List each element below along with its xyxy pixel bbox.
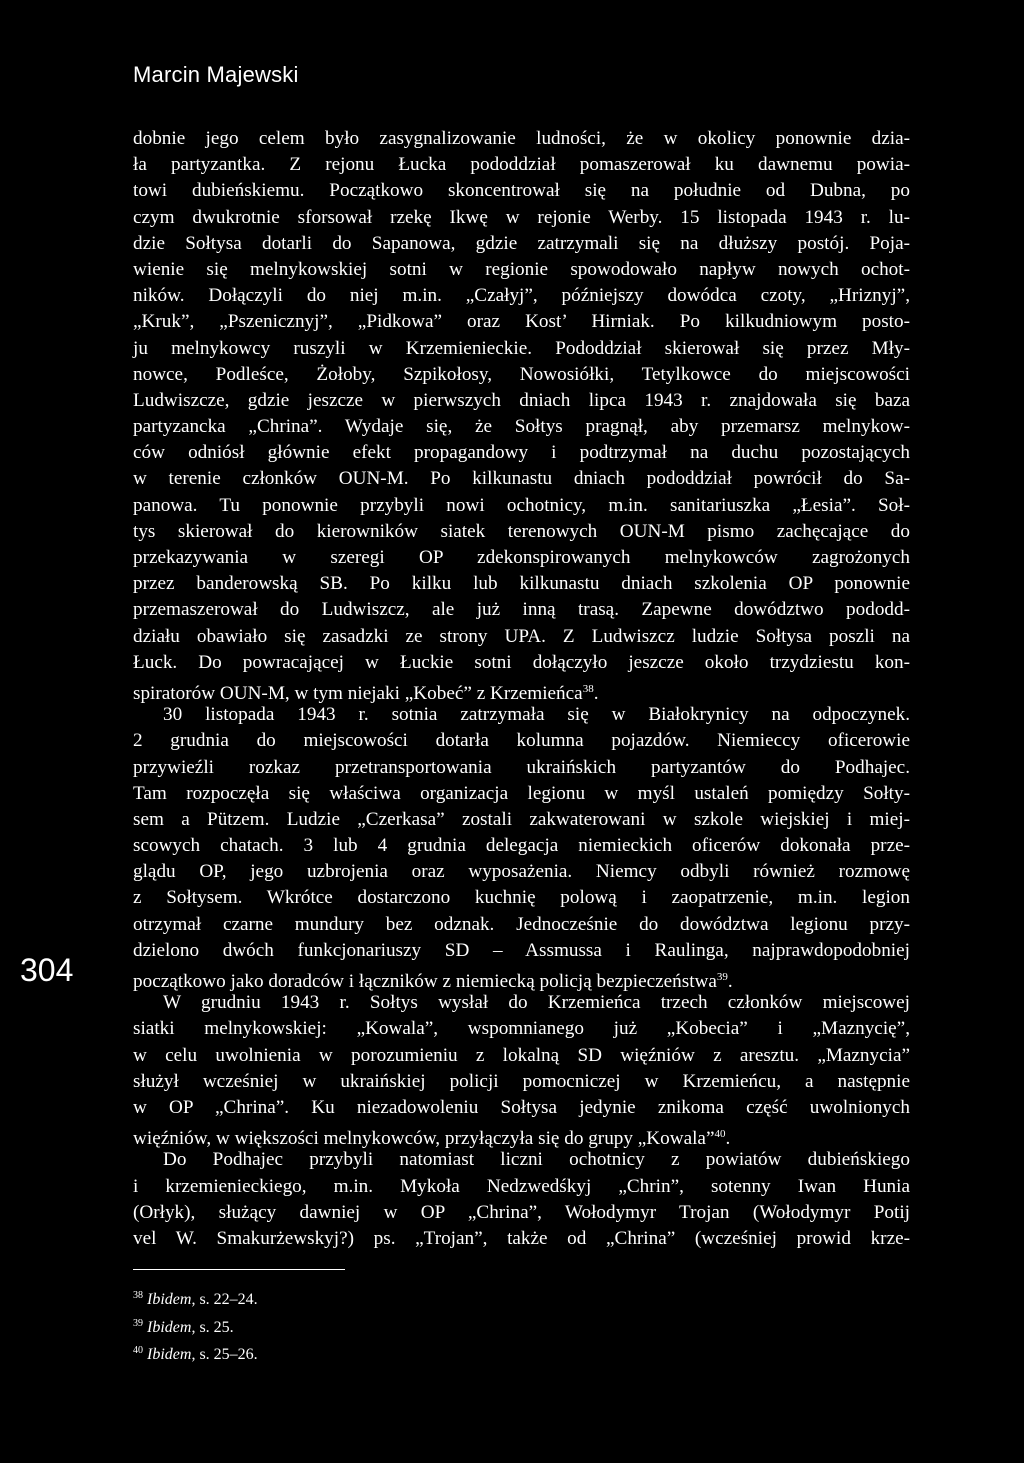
main-text [133,126,910,1252]
footnote-38 [133,1284,258,1312]
text-line: dzie Sołtysa dotarli do Sapanowa, gdzie zatrzymali się na dłuższy postój. Poja- [133,232,910,254]
text-line: przywieźli rozkaz przetransportowania ukraińskich partyzantów do Podhajec. [133,756,910,778]
footnote-39 [133,1312,258,1340]
text-line: (Orłyk), służący dawniej w OP „Chrina”, Wołodymyr Trojan (Wołodymyr Potij [133,1201,910,1223]
footnote-number: 38 [133,1290,143,1301]
text-line: tys skierował do kierowników siatek terenowych OUN-M pismo zachęcające do [133,520,910,542]
text-line: dobnie jego celem było zasygnalizowanie ludności, że w okolicy ponownie dzia- [133,128,910,149]
footnote-number: 40 [133,1345,143,1356]
text-line: W grudniu 1943 r. Sołtys wysłał do Krzemieńca trzech członków miejscowej [163,992,910,1014]
text-line: Łuck. Do powracającej w Łuckie sotni dołączyło jeszcze około trzydziestu kon- [133,651,910,673]
text-line: ników. Dołączyli do niej m.in. „Czałyj”, późniejszy dowódca czoty, „Hriznyj”, [133,285,910,307]
footnote-ref-38[interactable]: 38 [582,682,594,695]
text-line-content: początkowo jako doradców i łączników z niemiecką policją bezpieczeństwa [133,971,717,992]
text-line: początkowo jako doradców i łączników z niemiecką policją bezpieczeństwa$^{39}$. [133,971,733,992]
text-line: przekazywania w szeregi OP zdekonspirowanych melnykowców zagrożonych [133,547,910,568]
text-line: sem a Pützem. Ludzie „Czerkasa” zostali zakwaterowani w szkole wiejskiej i miej- [133,808,910,830]
text-line: 2 grudnia do miejscowości dotarła kolumna pojazdów. Niemieccy oficerowie [133,730,910,752]
footnote-40 [133,1339,258,1367]
text-line: przemaszerował do Ludwiszcz, ale już inną trasą. Zapewne dowództwo pododd- [133,599,910,621]
footnotes [133,1284,258,1367]
footnote-divider [133,1269,345,1270]
text-line: nowce, Podleśce, Żołoby, Szpikołosy, Nowosiółki, Tetylkowce do miejscowości [133,363,910,385]
page-number: 304 [20,952,74,988]
text-line-content: spiratorów OUN-M, w tym niejaki „Kobeć” z Krzemieńca [133,682,583,704]
text-line: „Kruk”, „Pszenicznyj”, „Pidkowa” oraz Kost’ Hirniak. Po kilkudniowym posto- [133,311,910,333]
text-line: ców odniósł głównie efekt propagandowy i podtrzymał na duchu pozostających [133,442,910,464]
text-line: i krzemienieckiego, m.in. Mykoła Nedzwedśkyj „Chrin”, sotenny Iwan Hunia [133,1175,910,1197]
text-line: czym dwukrotnie sforsował rzekę Ikwę w rejonie Werby. 15 listopada 1943 r. lu- [133,206,910,228]
footnote-pages: , s. 25–26. [191,1346,258,1363]
text-line: scowych chatach. 3 lub 4 grudnia delegacja niemieckich oficerów dokonała prze- [133,835,910,857]
text-line: więźniów, w większości melnykowców, przyłączyła się do grupy „Kowala”$^{40}$. [133,1128,731,1150]
footnote-work: Ibidem [147,1346,192,1363]
text-line: służył wcześniej w ukraińskiej policji pomocniczej w Krzemieńcu, a następnie [133,1070,910,1092]
text-line: towi dubieńskiemu. Początkowo skoncentrował się na południe od Dubna, po [133,180,910,202]
text-line: działu obawiało się zasadzki ze strony UPA. Z Ludwiszcz ludzie Sołtysa poszli na [133,625,910,647]
text-line: partyzancka „Chrina”. Wydaje się, że Sołtys pragnął, aby przemarsz melnykow- [133,416,910,438]
text-line: vel W. Smakurżewskyj?) ps. „Trojan”, także od „Chrina” (wcześniej prowid krze- [133,1227,910,1249]
footnote-work: Ibidem [147,1318,192,1336]
footnote-ref-40[interactable]: 40 [714,1128,726,1141]
footnote-ref-39[interactable]: 39 [716,971,728,983]
text-line: ła partyzantka. Z rejonu Łucka pododdział pomaszerował ku dawnemu powia- [133,154,910,176]
footnote-number: 39 [133,1317,143,1329]
text-line: przez banderowską SB. Po kilku lub kilkunastu dniach szkolenia OP ponownie [133,573,910,595]
footnote-work: Ibidem [147,1291,192,1308]
footnote-pages: , s. 22–24. [191,1291,258,1308]
running-header-author: Marcin Majewski [133,62,299,87]
text-line: dzielono dwóch funkcjonariuszy SD – Assmussa i Raulinga, najprawdopodobniej [133,939,910,961]
text-line: Tam rozpoczęła się właściwa organizacja legionu w myśl ustaleń pomiędzy Sołty- [133,782,910,804]
text-line: Do Podhajec przybyli natomiast liczni ochotnicy z powiatów dubieńskiego [163,1149,910,1171]
text-line: spiratorów OUN-M, w tym niejaki „Kobeć” z Krzemieńca$^{38}$. [133,682,599,704]
text-line: w celu uwolnienia w porozumieniu z lokalną SD więźniów z aresztu. „Maznycia” [133,1044,910,1066]
text-line: w OP „Chrina”. Ku niezadowoleniu Sołtysa jedynie znikoma część uwolnionych [133,1096,910,1118]
text-line: wienie się melnykowskiej sotni w regionie spowodowało napływ nowych ochot- [133,258,910,280]
text-line: Ludwiszcze, gdzie jeszcze w pierwszych dniach lipca 1943 r. znajdowała się baza [133,389,910,411]
text-line-content: więźniów, w większości melnykowców, przyłączyła się do grupy „Kowala” [133,1128,715,1150]
text-line: otrzymał czarne mundury bez odznak. Jednocześnie do dowództwa legionu przy- [133,913,910,935]
text-line: ju melnykowcy ruszyli w Krzemienieckie. Pododdział skierował się przez Mły- [133,337,910,359]
text-line: 30 listopada 1943 r. sotnia zatrzymała się w Białokrynicy na odpoczynek. [163,704,910,726]
footnote-pages: , s. 25. [191,1318,234,1336]
text-line: w terenie członków OUN-M. Po kilkunastu dniach pododdział powrócił do Sa- [133,468,910,490]
text-line: siatki melnykowskiej: „Kowala”, wspomnianego już „Kobecia” i „Maznycię”, [133,1018,910,1040]
text-line: z Sołtysem. Wkrótce dostarczono kuchnię polową i zaopatrzenie, m.in. legion [133,887,910,909]
text-line: panowa. Tu ponownie przybyli nowi ochotnicy, m.in. sanitariuszka „Łesia”. Soł- [133,494,910,516]
text-line: glądu OP, jego uzbrojenia oraz wyposażenia. Niemcy odbyli również rozmowę [133,861,910,883]
